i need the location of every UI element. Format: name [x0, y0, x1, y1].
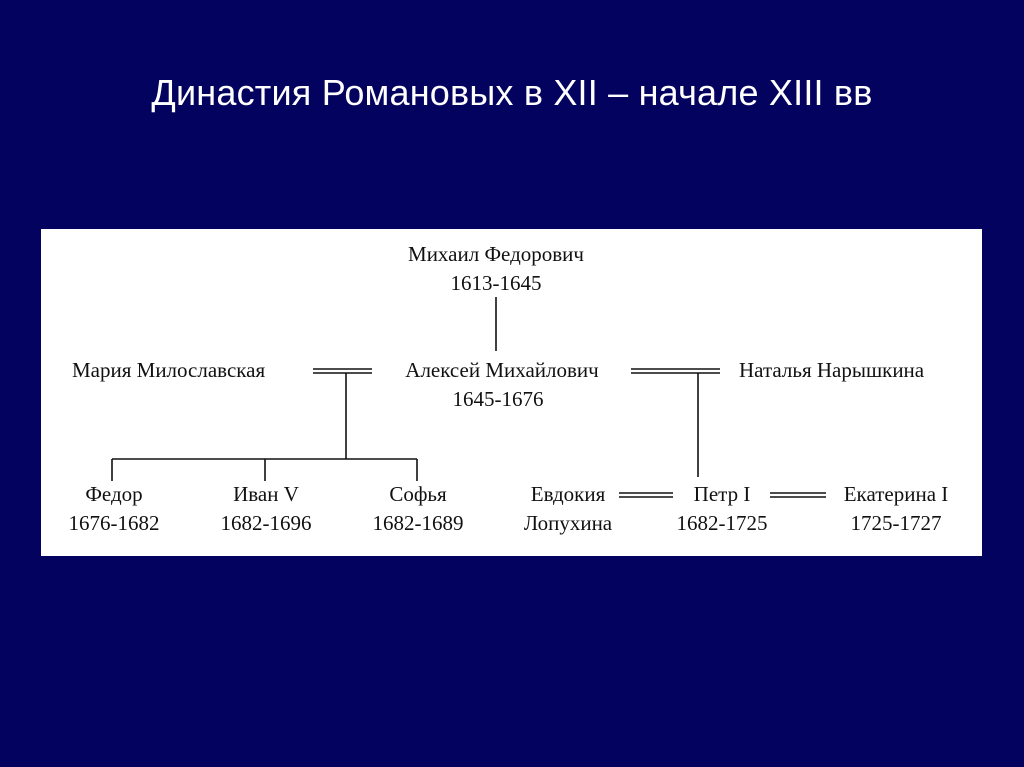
- ivan-name: Иван V: [233, 482, 299, 506]
- maria-name: Мария Милославская: [72, 358, 266, 382]
- sofya-name: Софья: [389, 482, 447, 506]
- ekaterina-years: 1725-1727: [850, 511, 942, 535]
- ivan-years: 1682-1696: [220, 511, 312, 535]
- evdokiya-name: Евдокия: [530, 482, 606, 506]
- ekaterina-name: Екатерина I: [843, 482, 949, 506]
- petr-name: Петр I: [693, 482, 751, 506]
- fedor-name: Федор: [85, 482, 143, 506]
- fedor-years: 1676-1682: [68, 511, 160, 535]
- aleksei-years: 1645-1676: [452, 387, 544, 411]
- mikhail-years: 1613-1645: [450, 271, 542, 295]
- petr-years: 1682-1725: [676, 511, 768, 535]
- natalya-name: Наталья Нарышкина: [739, 358, 925, 382]
- mikhail-name: Михаил Федорович: [408, 242, 584, 266]
- family-tree-diagram: [41, 229, 982, 556]
- evdokiya-surname: Лопухина: [523, 511, 613, 535]
- aleksei-name: Алексей Михайлович: [405, 358, 599, 382]
- slide-title: Династия Романовых в XII – начале XIII вв: [151, 72, 873, 113]
- sofya-years: 1682-1689: [372, 511, 464, 535]
